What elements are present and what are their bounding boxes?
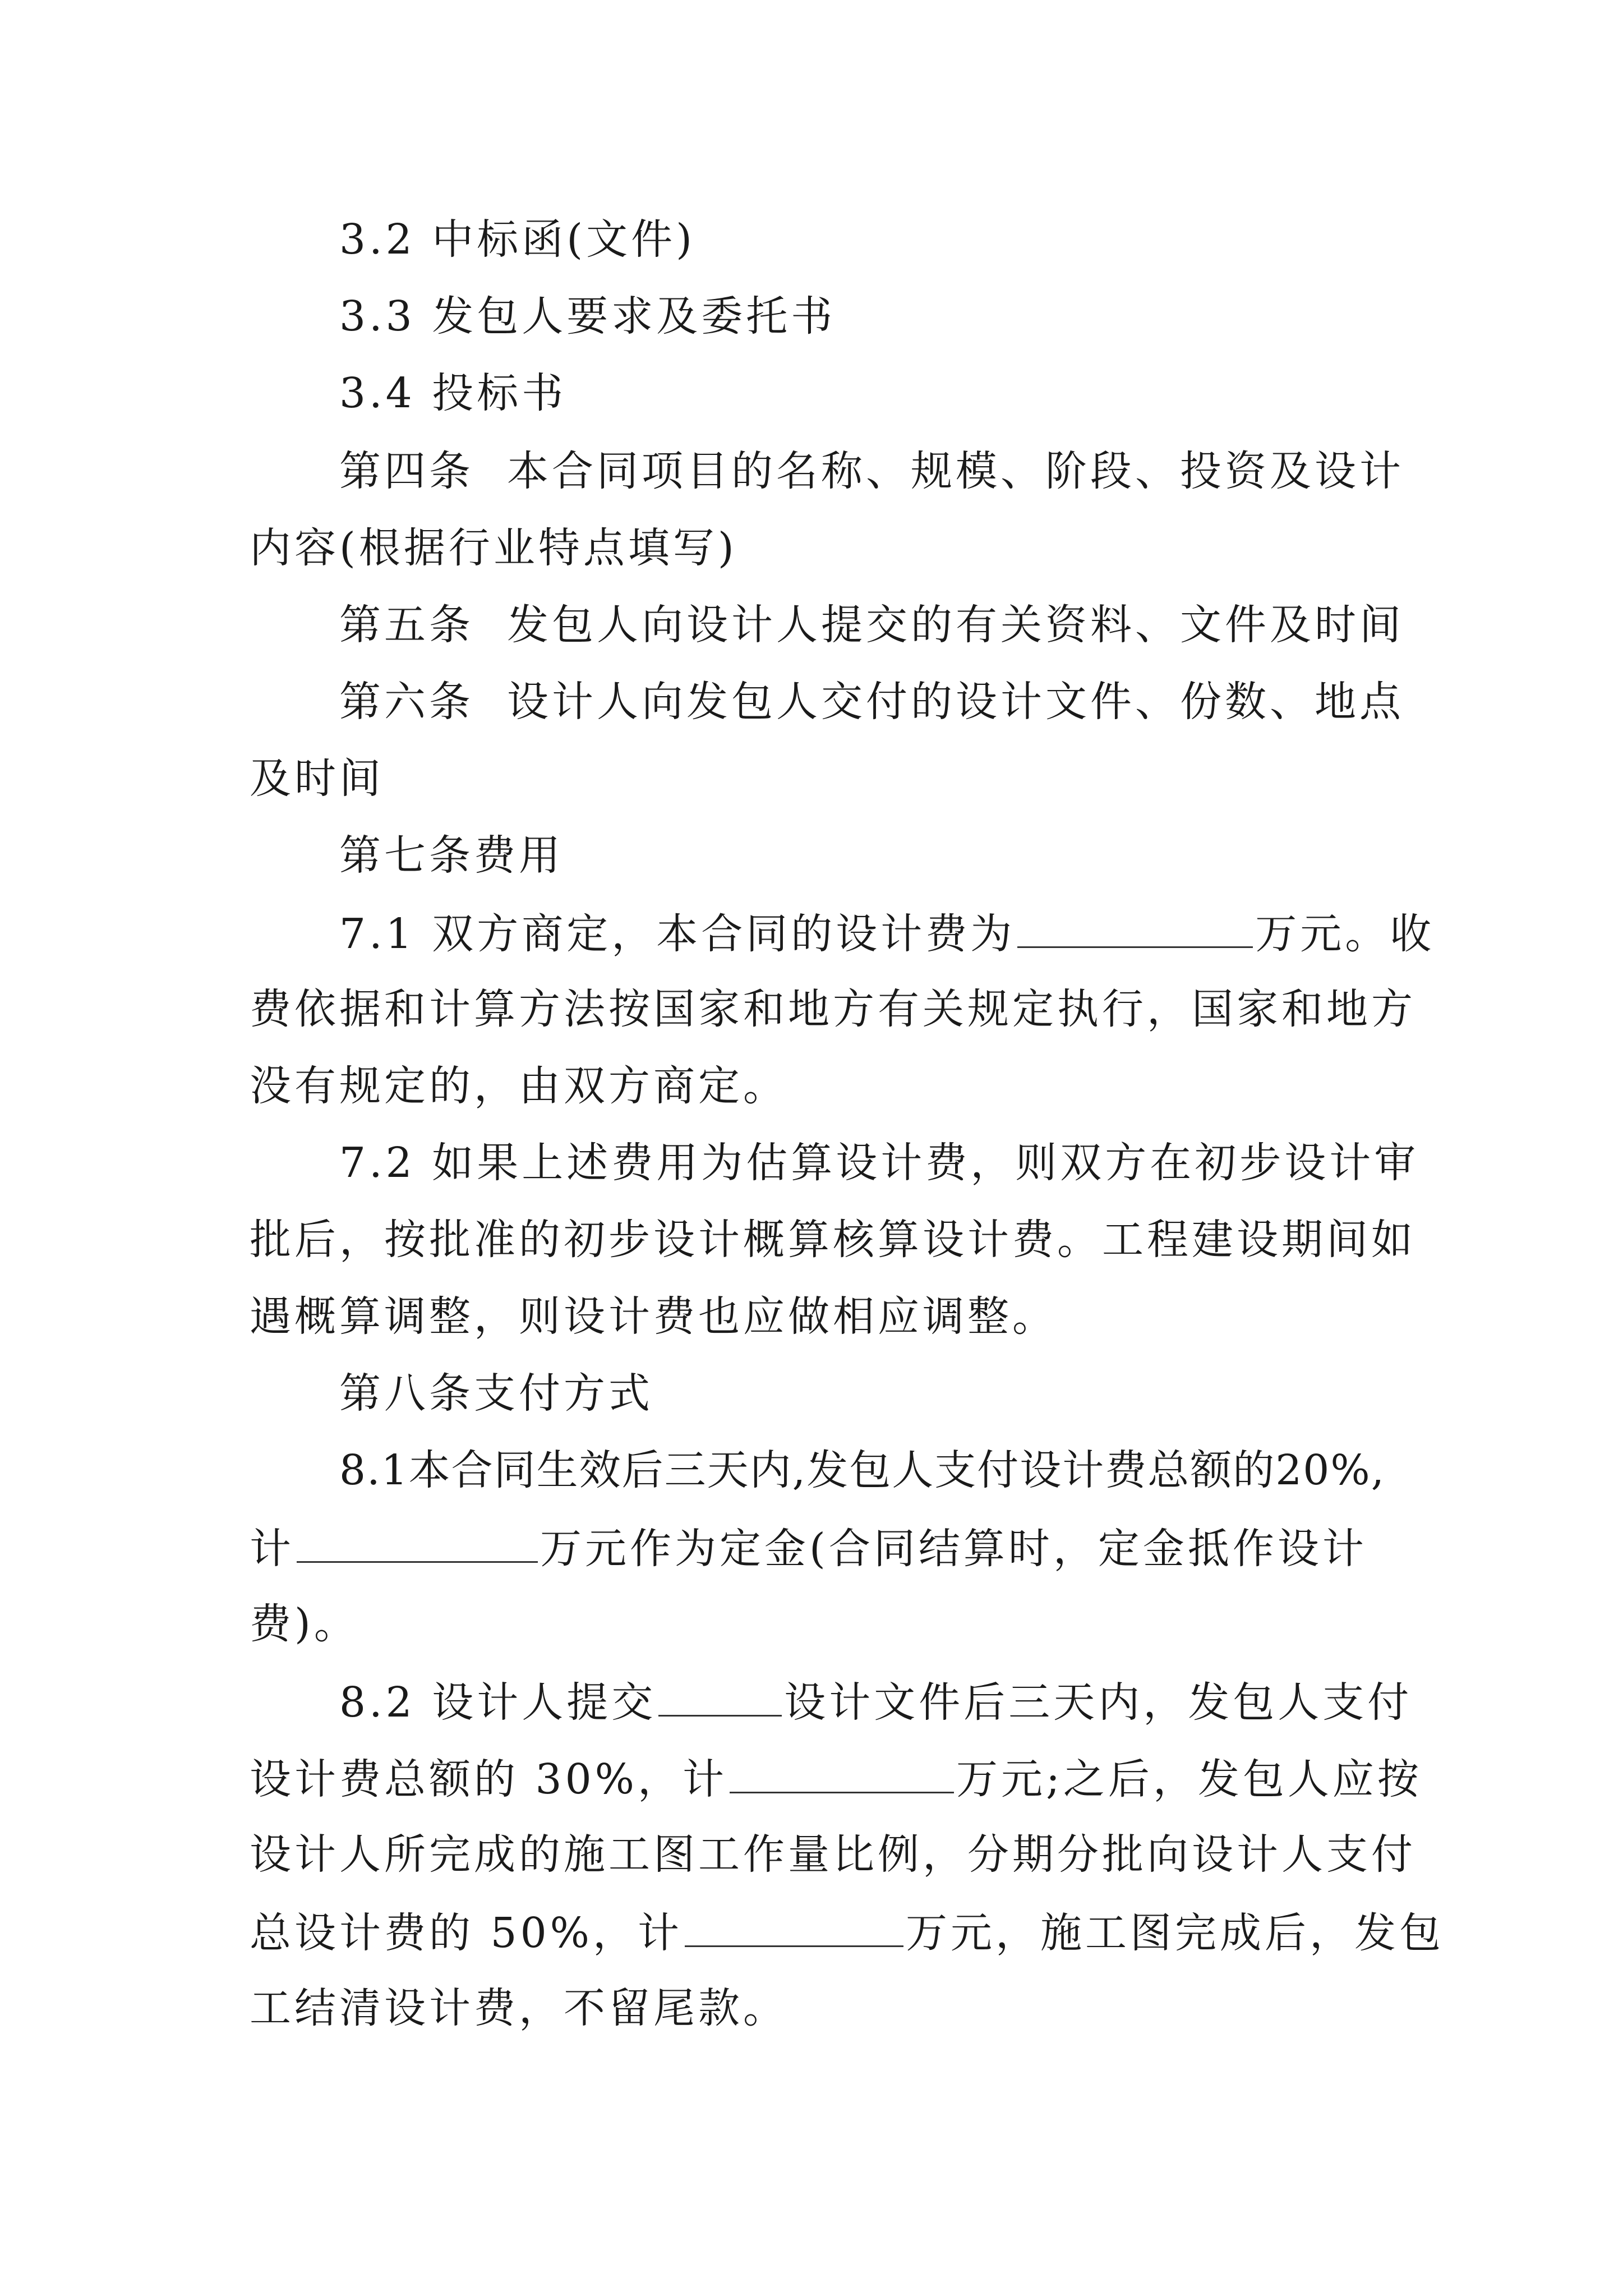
clause-7-1-text-a: 7.1 双方商定，本合同的设计费为 bbox=[339, 910, 1016, 958]
clause-7-1-line-2: 费依据和计算方法按国家和地方有关规定执行，国家和地方 bbox=[250, 985, 1416, 1033]
clause-8-2-text-b: 设计文件后三天内，发包人支付 bbox=[784, 1678, 1413, 1727]
clause-8-1-line-1: 8.1本合同生效后三天内,发包人支付设计费总额的20%, bbox=[339, 1446, 1386, 1494]
clause-7-1-line-3: 没有规定的，由双方商定。 bbox=[250, 1062, 788, 1110]
article-7-heading: 第七条费用 bbox=[339, 831, 564, 880]
clause-8-2-line-1 bbox=[339, 1678, 1413, 1727]
clause-8-1-text-b: 万元作为定金(合同结算时，定金抵作设计 bbox=[540, 1525, 1367, 1573]
article-6-line-2: 及时间 bbox=[250, 754, 384, 803]
article-8-heading: 第八条支付方式 bbox=[339, 1369, 653, 1418]
article-4-line-2: 内容(根据行业特点填写) bbox=[250, 524, 737, 572]
clause-8-2-line-4 bbox=[250, 1909, 1444, 1957]
article-6-line-1: 第六条 设计人向发包人交付的设计文件、份数、地点 bbox=[339, 678, 1405, 726]
clause-8-1-line-2 bbox=[250, 1525, 1367, 1573]
design-stage-blank bbox=[658, 1680, 782, 1717]
fee-amount-blank bbox=[1017, 912, 1253, 948]
clause-8-2-text-d: 万元;之后，发包人应按 bbox=[956, 1755, 1422, 1803]
clause-8-2-line-3: 设计人所完成的施工图工作量比例，分期分批向设计人支付 bbox=[250, 1830, 1416, 1879]
clause-8-2-line-2 bbox=[250, 1755, 1422, 1803]
deposit-amount-blank bbox=[297, 1526, 538, 1563]
clause-7-1-line-1 bbox=[339, 910, 1435, 958]
clause-7-1-text-b: 万元。收 bbox=[1255, 910, 1435, 958]
clause-8-2-text-a: 8.2 设计人提交 bbox=[339, 1678, 657, 1727]
third-payment-blank bbox=[685, 1911, 903, 1947]
clause-7-2-line-2: 批后，按批准的初步设计概算核算设计费。工程建设期间如 bbox=[250, 1216, 1416, 1264]
clause-8-2-text-c: 设计费总额的 30%，计 bbox=[250, 1755, 727, 1803]
clause-8-1-text-a: 计 bbox=[250, 1525, 294, 1573]
clause-3-2: 3.2 中标函(文件) bbox=[339, 215, 695, 264]
second-payment-blank bbox=[730, 1757, 954, 1793]
article-4-line-1: 第四条 本合同项目的名称、规模、阶段、投资及设计 bbox=[339, 447, 1405, 495]
clause-7-2-line-3: 遇概算调整，则设计费也应做相应调整。 bbox=[250, 1292, 1057, 1341]
clause-3-3: 3.3 发包人要求及委托书 bbox=[339, 292, 836, 341]
clause-7-2-line-1: 7.2 如果上述费用为估算设计费，则双方在初步设计审 bbox=[339, 1139, 1419, 1187]
clause-8-1-line-3: 费)。 bbox=[250, 1600, 359, 1648]
clause-8-2-line-5: 工结清设计费，不留尾款。 bbox=[250, 1984, 788, 2032]
clause-8-2-text-e: 总设计费的 50%，计 bbox=[250, 1909, 683, 1957]
clause-3-4: 3.4 投标书 bbox=[339, 369, 567, 417]
clause-8-2-text-f: 万元，施工图完成后，发包 bbox=[906, 1909, 1444, 1957]
article-5: 第五条 发包人向设计人提交的有关资料、文件及时间 bbox=[339, 601, 1405, 649]
